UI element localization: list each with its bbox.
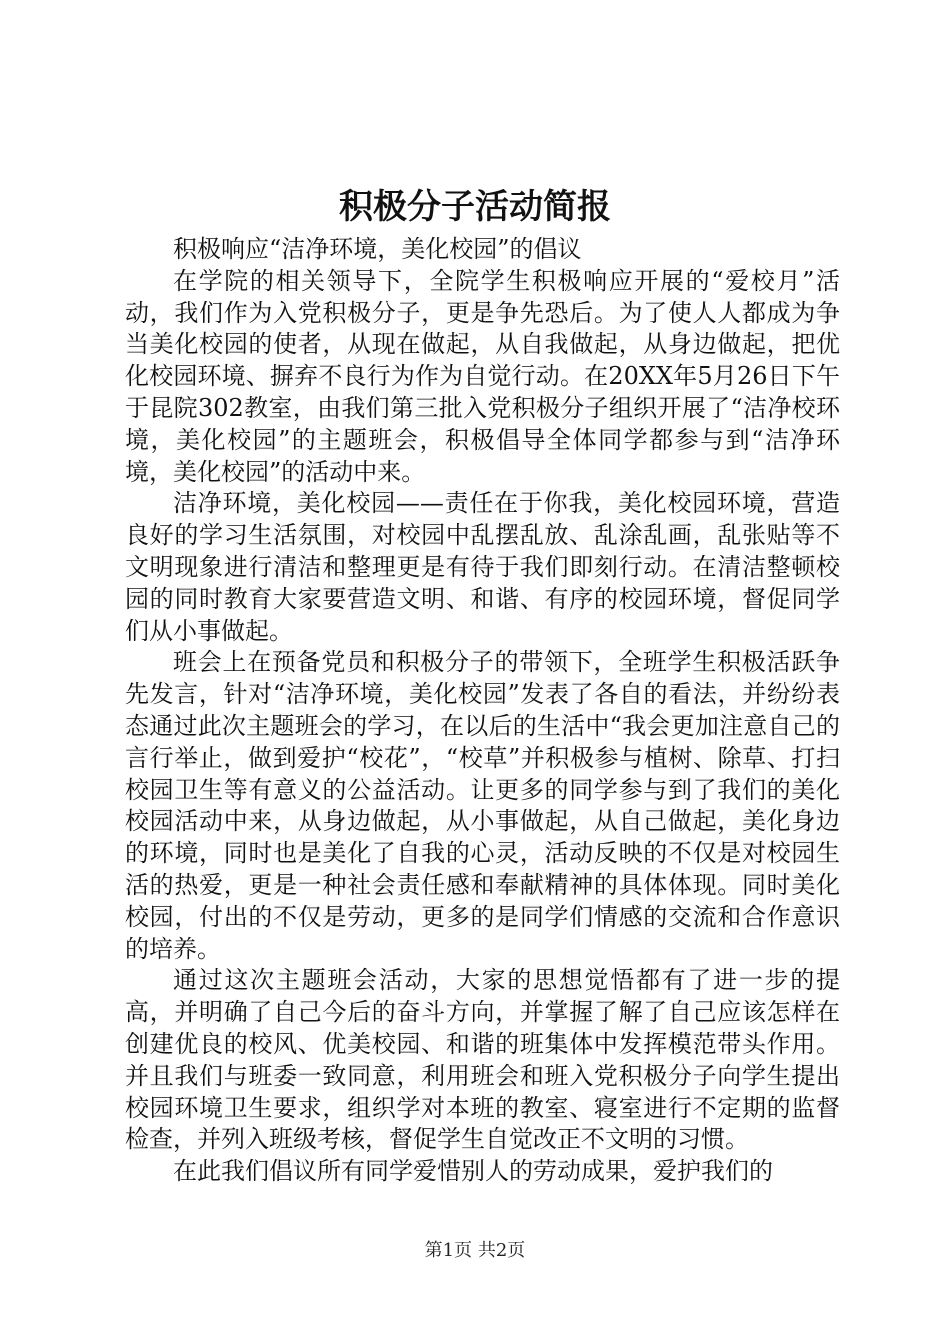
document-title: 积极分子活动简报 (339, 187, 611, 227)
paragraph: 通过这次主题班会活动，大家的思想觉悟都有了进一步的提高，并明确了自己今后的奋斗方向，并掌握了解了自己应该怎样在创建优良的校风、优美校园、和谐的班集体中发挥模范带头作用。并且我们与班委一致同意，利用班会和班入党积极分子向学生提出校园环境卫生要求，组织学对本班的教室、寝室进行不定期的监督检查，并列入班级考核，督促学生自觉改正不文明的习惯。 (125, 966, 840, 1154)
paragraph: 在此我们倡议所有同学爱惜别人的劳动成果，爱护我们的 (173, 1157, 773, 1186)
paragraph: 洁净环境，美化校园——责任在于你我，美化校园环境，营造良好的学习生活氛围，对校园中乱摆乱放、乱涂乱画，乱张贴等不文明现象进行清洁和整理更是有待于我们即刻行动。在清洁整顿校园的同时教育大家要营造文明、和谐、有序的校园环境，督促同学们从小事做起。 (125, 489, 840, 645)
paragraph-intro: 积极响应“洁净环境，美化校园”的倡议 (173, 235, 582, 263)
document-body (125, 234, 840, 1188)
paragraph: 班会上在预备党员和积极分子的带领下，全班学生积极活跃争先发言，针对“洁净环境，美化校园”发表了各自的看法，并纷纷表态通过此次主题班会的学习，在以后的生活中“我会更加注意自己的言行举止，做到爱护“校花”，“校草”并积极参与植树、除草、打扫校园卫生等有意义的公益活动。让更多的同学参与到了我们的美化校园活动中来，从身边做起，从小事做起，从自己做起，美化身边的环境，同时也是美化了自我的心灵，活动反映的不仅是对校园生活的热爱，更是一种社会责任感和奉献精神的具体体现。同时美化校园，付出的不仅是劳动，更多的是同学们情感的交流和合作意识的培养。 (125, 648, 840, 963)
paragraph: 在学院的相关领导下，全院学生积极响应开展的“爱校月”活动，我们作为入党积极分子，更是争先恐后。为了使人人都成为争当美化校园的使者，从现在做起，从自我做起，从身边做起，把优化校园环境、摒弃不良行为作为自觉行动。在20XX年5月26日下午于昆院302教室，由我们第三批入党积极分子组织开展了“洁净校环境，美化校园”的主题班会，积极倡导全体同学都参与到“洁净环境，美化校园”的活动中来。 (125, 266, 840, 486)
page-number-footer: 第1页 共2页 (424, 1240, 526, 1261)
